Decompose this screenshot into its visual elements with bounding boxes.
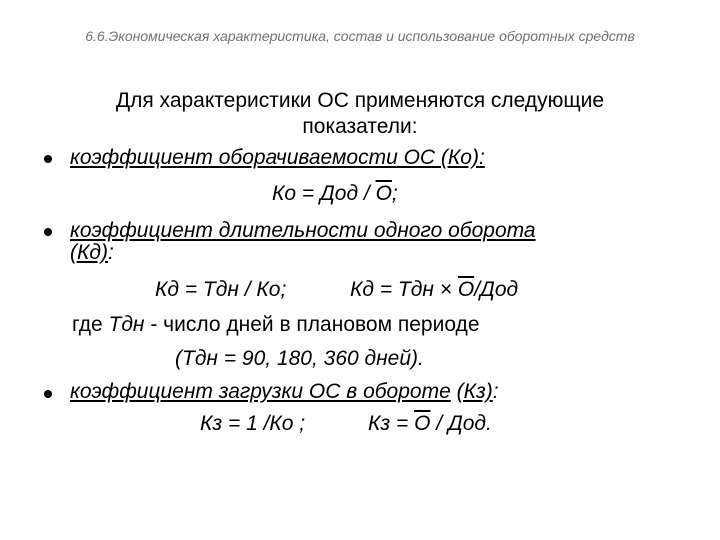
item-3-label-kz: (Кз) bbox=[456, 380, 493, 403]
item-2-label-line-1: коэффициент длительности одного оборота bbox=[70, 219, 536, 242]
item-2-note-tdn: Тдн bbox=[108, 313, 145, 336]
item-3-formula-b-right: / Дод. bbox=[436, 412, 492, 435]
item-2-label-line-2 bbox=[70, 240, 114, 266]
item-3-label: коэффициент загрузки ОС в обороте bbox=[70, 380, 451, 403]
item-3-formula-a: Кз = 1 /Ко ; bbox=[200, 412, 306, 435]
item-3-label-colon: : bbox=[492, 380, 499, 403]
item-2-formula-b-right: /Дод bbox=[474, 278, 519, 301]
item-2-note bbox=[72, 312, 480, 338]
item-2-formula-a: Кд = Тдн / Ко; bbox=[155, 278, 287, 301]
item-2-label-colon: : bbox=[107, 241, 114, 264]
item-2-formula-b-O: О bbox=[457, 278, 475, 301]
intro-line-2: показатели: bbox=[302, 115, 418, 138]
bullet-1 bbox=[44, 155, 52, 163]
item-2-label-kd: (Кд) bbox=[70, 241, 108, 264]
item-2-formula-b-left: Кд = Тдн × bbox=[350, 278, 453, 301]
item-1-formula-right: ; bbox=[391, 182, 398, 205]
item-2-note-where: где bbox=[72, 313, 103, 336]
item-3-formula-b-left: Кз = bbox=[368, 412, 409, 435]
item-3-formula-b bbox=[368, 411, 492, 437]
item-3-label-line bbox=[70, 379, 499, 405]
bullet-2 bbox=[44, 228, 52, 236]
item-2-note-end: . bbox=[418, 347, 424, 370]
item-2-formula-b bbox=[350, 277, 518, 303]
item-2-note-values-line bbox=[175, 346, 424, 372]
slide-title: 6.6.Экономическая характеристика, состав и использование оборотных средств bbox=[85, 28, 635, 44]
item-1-formula-O: О bbox=[375, 182, 392, 205]
intro-line-1: Для характеристики ОС применяются следующие bbox=[115, 89, 605, 112]
item-1-formula-left: Ко = Дод / bbox=[272, 182, 370, 205]
item-1-label: коэффициент оборачиваемости ОС (Ко): bbox=[70, 146, 485, 169]
item-2-note-values: (Тдн = 90, 180, 360 дней) bbox=[175, 347, 419, 370]
item-1-formula bbox=[272, 181, 398, 207]
item-2-note-rest: - число дней в плановом периоде bbox=[150, 313, 480, 336]
bullet-3 bbox=[44, 390, 52, 398]
item-3-formula-b-O: О bbox=[414, 412, 431, 435]
